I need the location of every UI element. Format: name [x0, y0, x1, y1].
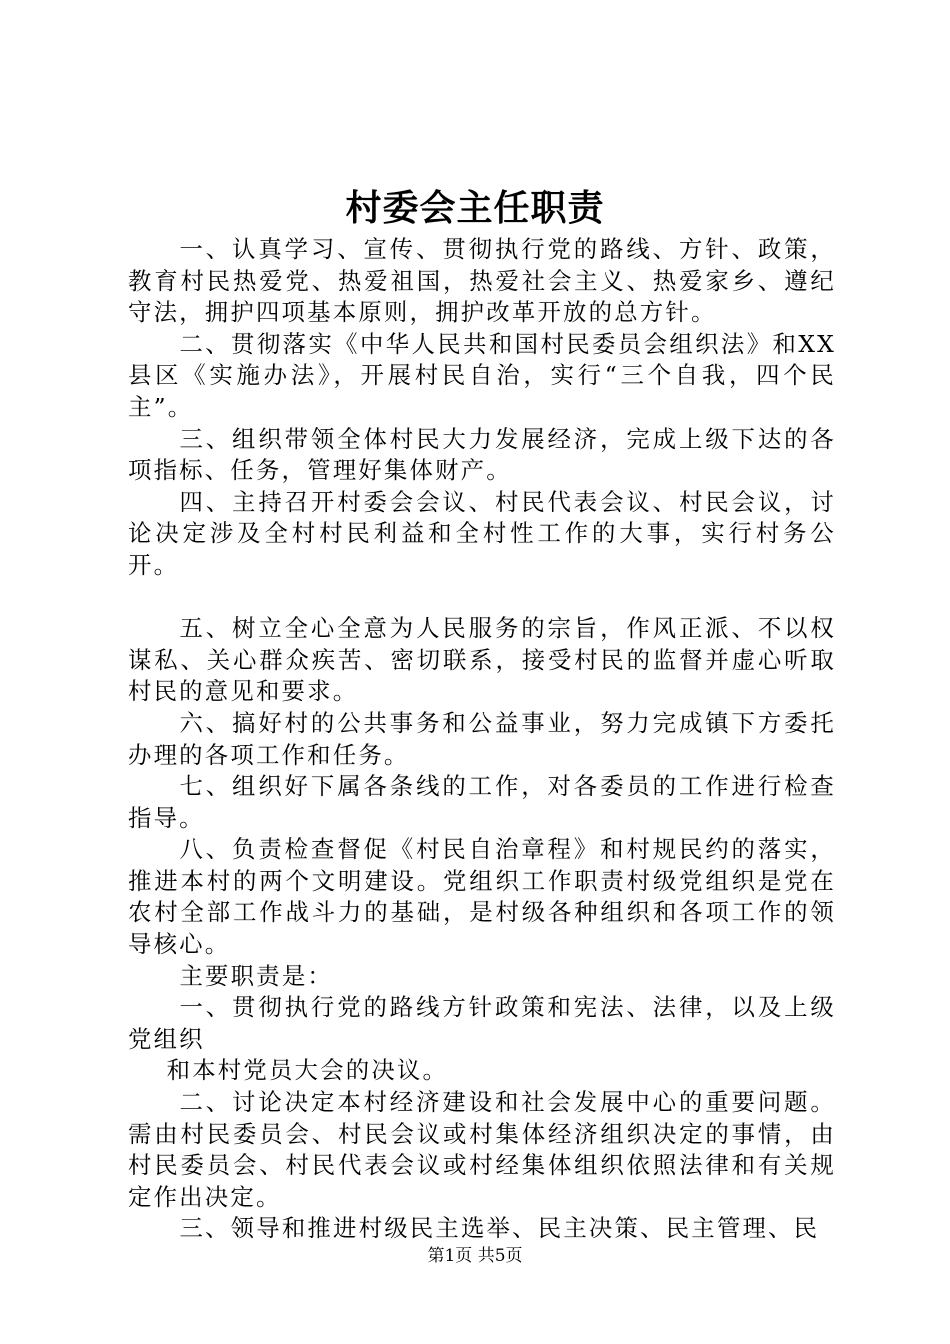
- paragraph-3: 三、组织带领全体村民大力发展经济，完成上级下达的各项指标、任务，管理好集体财产。: [128, 424, 836, 485]
- paragraph-5: 五、树立全心全意为人民服务的宗旨，作风正派、不以权谋私、关心群众疾苦、密切联系，接受村民的监督并虚心听取村民的意见和要求。: [128, 614, 836, 706]
- paragraph-4: 四、主持召开村委会会议、村民代表会议、村民会议，讨论决定涉及全村村民利益和全村性工作的大事，实行村务公开。: [128, 487, 836, 579]
- paragraph-duty-2: 二、讨论决定本村经济建设和社会发展中心的重要问题。需由村民委员会、村民会议或村集体经济组织决定的事情，由村民委员会、村民代表会议或村经集体组织依照法律和有关规定作出决定。: [128, 1088, 836, 1211]
- paragraph-duty-1: 一、贯彻执行党的路线方针政策和宪法、法律，以及上级党组织: [128, 993, 836, 1053]
- paragraph-2: 二、贯彻落实《中华人民共和国村民委员会组织法》和XX县区《实施办法》，开展村民自治，实行“三个自我，四个民主”。: [128, 329, 836, 421]
- paragraph-7: 七、组织好下属各条线的工作，对各委员的工作进行检查指导。: [128, 772, 836, 832]
- paragraph-8: 八、负责检查督促《村民自治章程》和村规民约的落实，推进本村的两个文明建设。党组织工作职责村级党组织是党在农村全部工作战斗力的基础，是村级各种组织和各项工作的领导核心。: [128, 835, 836, 959]
- paragraph-main-duties: 主要职责是：: [179, 961, 334, 990]
- paragraph-duty-1-continued: 和本村党员大会的决议。: [166, 1056, 449, 1085]
- document-title: 村委会主任职责: [345, 187, 605, 229]
- paragraph-duty-3: 三、领导和推进村级民主选举、民主决策、民主管理、民: [179, 1214, 820, 1243]
- paragraph-1: 一、认真学习、宣传、贯彻执行党的路线、方针、政策，教育村民热爱党、热爱祖国，热爱社会主义、热爱家乡、遵纪守法，拥护四项基本原则，拥护改革开放的总方针。: [128, 235, 836, 327]
- page-number: 第1页 共5页: [427, 1246, 523, 1266]
- paragraph-6: 六、搞好村的公共事务和公益事业，努力完成镇下方委托办理的各项工作和任务。: [128, 708, 836, 769]
- document-body: [128, 234, 836, 1245]
